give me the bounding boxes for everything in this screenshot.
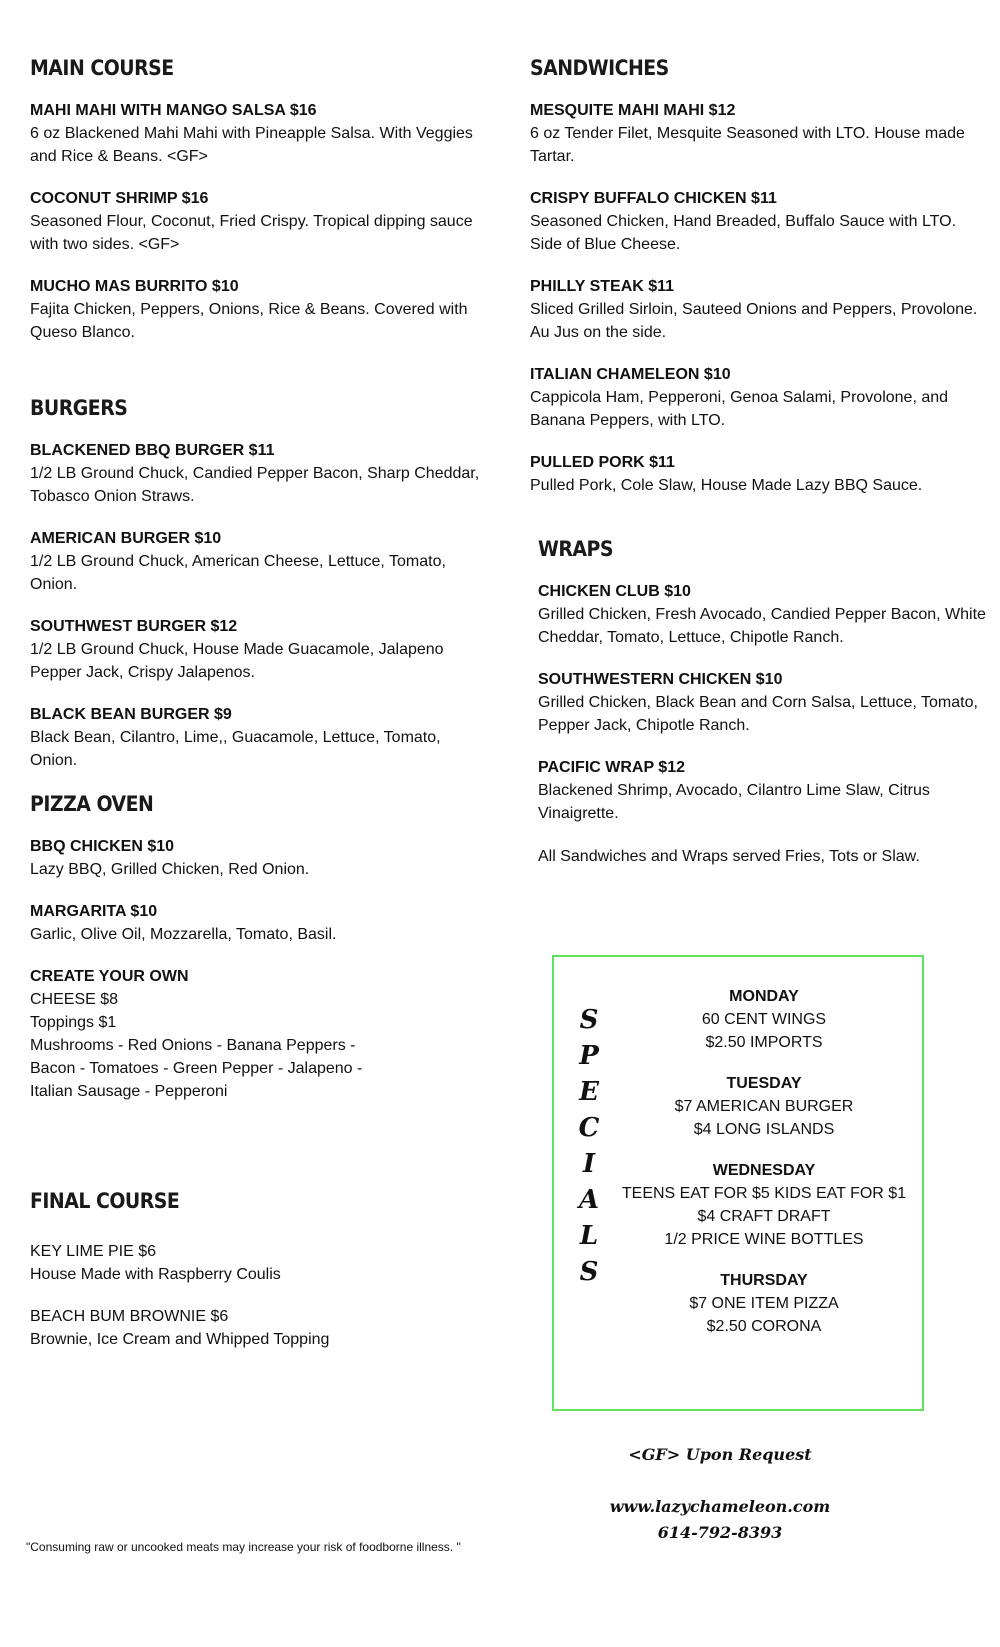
item-description: Cappicola Ham, Pepperoni, Genoa Salami, Provolone, and Banana Peppers, with LTO.	[530, 389, 949, 429]
item-description: Brownie, Ice Cream and Whipped Topping	[30, 1331, 330, 1348]
wraps-section	[530, 537, 990, 868]
item-description: Sliced Grilled Sirloin, Sauteed Onions and Peppers, Provolone. Au Jus on the side.	[530, 301, 978, 341]
food-safety-disclaimer: "Consuming raw or uncooked meats may increase your risk of foodborne illness. "	[26, 1540, 461, 1554]
footer-contact	[560, 1445, 880, 1546]
item-description: 1/2 LB Ground Chuck, House Made Guacamole, Jalapeno Pepper Jack, Crispy Jalapenos.	[30, 641, 444, 681]
menu-item	[538, 757, 990, 825]
item-description: Blackened Shrimp, Avocado, Cilantro Lime Slaw, Citrus Vinaigrette.	[538, 782, 930, 822]
menu-item	[30, 1241, 480, 1286]
sandwiches-section	[530, 56, 990, 497]
item-description: Grilled Chicken, Fresh Avocado, Candied Pepper Bacon, White Cheddar, Tomato, Lettuce, Chipotle Ranch.	[538, 606, 986, 646]
menu-item	[30, 100, 480, 168]
day-line: TEENS EAT FOR $5 KIDS EAT FOR $1	[621, 1185, 907, 1202]
specials-letter: I	[582, 1149, 596, 1179]
item-name: BBQ CHICKEN $10	[30, 838, 175, 855]
day-line: $2.50 IMPORTS	[705, 1034, 823, 1051]
item-description: Fajita Chicken, Peppers, Onions, Rice & Beans. Covered with Queso Blanco.	[30, 301, 468, 341]
menu-item	[530, 452, 990, 497]
item-description: 1/2 LB Ground Chuck, Candied Pepper Bacon, Sharp Cheddar, Tobasco Onion Straws.	[30, 465, 480, 505]
specials-letter: L	[579, 1221, 599, 1251]
item-description: Pulled Pork, Cole Slaw, House Made Lazy BBQ Sauce.	[530, 477, 923, 494]
item-description: Black Bean, Cilantro, Lime,, Guacamole, Lettuce, Tomato, Onion.	[30, 729, 441, 769]
specials-letter: E	[579, 1077, 599, 1107]
create-line: CHEESE $8	[30, 991, 119, 1008]
final-course-section	[30, 1189, 480, 1351]
website-link[interactable]: www.lazychameleon.com	[609, 1497, 831, 1516]
specials-letter: P	[579, 1041, 599, 1071]
specials-box	[552, 955, 924, 1411]
phone-number[interactable]: 614-792-8393	[657, 1523, 783, 1542]
menu-item	[530, 364, 990, 432]
day-line: $7 AMERICAN BURGER	[674, 1098, 854, 1115]
specials-vertical-label	[574, 1005, 604, 1293]
day-line: 60 CENT WINGS	[701, 1011, 827, 1028]
item-name: AMERICAN BURGER $10	[30, 530, 222, 547]
menu-item	[30, 836, 480, 881]
right-column	[530, 56, 990, 868]
specials-letter: A	[578, 1185, 600, 1215]
day-name: TUESDAY	[726, 1075, 802, 1092]
item-description: 6 oz Blackened Mahi Mahi with Pineapple Salsa. With Veggies and Rice & Beans. <GF>	[30, 125, 473, 165]
create-line: Toppings $1	[30, 1014, 117, 1031]
menu-item	[530, 188, 990, 256]
create-your-own	[30, 966, 480, 1103]
special-day	[619, 985, 909, 1054]
day-name: WEDNESDAY	[712, 1162, 816, 1179]
create-line: Mushrooms - Red Onions - Banana Peppers -	[30, 1037, 356, 1054]
item-description: Grilled Chicken, Black Bean and Corn Salsa, Lettuce, Tomato, Pepper Jack, Chipotle Ranch.	[538, 694, 978, 734]
menu-item	[530, 276, 990, 344]
item-name: PULLED PORK $11	[530, 454, 675, 471]
section-title-main-course: MAIN COURSE	[30, 56, 174, 80]
section-title-sandwiches: SANDWICHES	[530, 56, 669, 80]
left-column	[30, 56, 480, 1371]
day-line: $7 ONE ITEM PIZZA	[689, 1295, 839, 1312]
day-line: $4 LONG ISLANDS	[693, 1121, 835, 1138]
main-course-section	[30, 56, 480, 344]
item-description: Seasoned Flour, Coconut, Fried Crispy. Tropical dipping sauce with two sides. <GF>	[30, 213, 473, 253]
item-description: Seasoned Chicken, Hand Breaded, Buffalo Sauce with LTO. Side of Blue Cheese.	[530, 213, 957, 253]
specials-letter: C	[578, 1113, 600, 1143]
item-name: CREATE YOUR OWN	[30, 968, 189, 985]
specials-letter: S	[579, 1257, 599, 1287]
menu-item	[30, 704, 480, 772]
menu-item	[30, 440, 480, 508]
menu-item	[538, 669, 990, 737]
menu-item	[30, 901, 480, 946]
menu-item	[30, 528, 480, 596]
item-name: MUCHO MAS BURRITO $10	[30, 278, 239, 295]
menu-item	[530, 100, 990, 168]
sides-note: All Sandwiches and Wraps served Fries, Tots or Slaw.	[538, 848, 920, 865]
section-title-pizza-oven: PIZZA OVEN	[30, 792, 154, 816]
day-line: 1/2 PRICE WINE BOTTLES	[664, 1231, 864, 1248]
specials-days	[619, 985, 909, 1356]
section-title-burgers: BURGERS	[30, 396, 128, 420]
create-line: Bacon - Tomatoes - Green Pepper - Jalapeno -	[30, 1060, 363, 1077]
item-name: ITALIAN CHAMELEON $10	[530, 366, 731, 383]
item-name: SOUTHWEST BURGER $12	[30, 618, 238, 635]
item-name: BEACH BUM BROWNIE $6	[30, 1308, 229, 1325]
item-name: CHICKEN CLUB $10	[538, 583, 691, 600]
day-line: $4 CRAFT DRAFT	[697, 1208, 831, 1225]
burgers-section	[30, 396, 480, 772]
day-name: THURSDAY	[720, 1272, 808, 1289]
gf-note: <GF> Upon Request	[628, 1445, 812, 1464]
item-name: SOUTHWESTERN CHICKEN $10	[538, 671, 783, 688]
menu-item	[30, 616, 480, 684]
item-description: 6 oz Tender Filet, Mesquite Seasoned with LTO. House made Tartar.	[530, 125, 965, 165]
create-line: Italian Sausage - Pepperoni	[30, 1083, 228, 1100]
item-name: BLACK BEAN BURGER $9	[30, 706, 232, 723]
menu-item	[30, 276, 480, 344]
menu-item	[538, 581, 990, 649]
item-name: BLACKENED BBQ BURGER $11	[30, 442, 275, 459]
day-name: MONDAY	[729, 988, 799, 1005]
special-day	[619, 1159, 909, 1251]
item-name: KEY LIME PIE $6	[30, 1243, 156, 1260]
item-name: MARGARITA $10	[30, 903, 158, 920]
day-line: $2.50 CORONA	[706, 1318, 822, 1335]
item-description: Garlic, Olive Oil, Mozzarella, Tomato, Basil.	[30, 926, 337, 943]
item-name: CRISPY BUFFALO CHICKEN $11	[530, 190, 777, 207]
item-name: PACIFIC WRAP $12	[538, 759, 685, 776]
specials-letter: S	[579, 1005, 599, 1035]
section-title-wraps: WRAPS	[538, 537, 613, 561]
item-description: House Made with Raspberry Coulis	[30, 1266, 281, 1283]
special-day	[619, 1072, 909, 1141]
special-day	[619, 1269, 909, 1338]
item-name: COCONUT SHRIMP $16	[30, 190, 209, 207]
item-description: Lazy BBQ, Grilled Chicken, Red Onion.	[30, 861, 310, 878]
item-name: MESQUITE MAHI MAHI $12	[530, 102, 736, 119]
item-name: MAHI MAHI WITH MANGO SALSA $16	[30, 102, 317, 119]
pizza-oven-section	[30, 792, 480, 1103]
section-title-final-course: FINAL COURSE	[30, 1189, 180, 1213]
menu-item	[30, 1306, 480, 1351]
item-name: PHILLY STEAK $11	[530, 278, 675, 295]
item-description: 1/2 LB Ground Chuck, American Cheese, Lettuce, Tomato, Onion.	[30, 553, 446, 593]
menu-item	[30, 188, 480, 256]
